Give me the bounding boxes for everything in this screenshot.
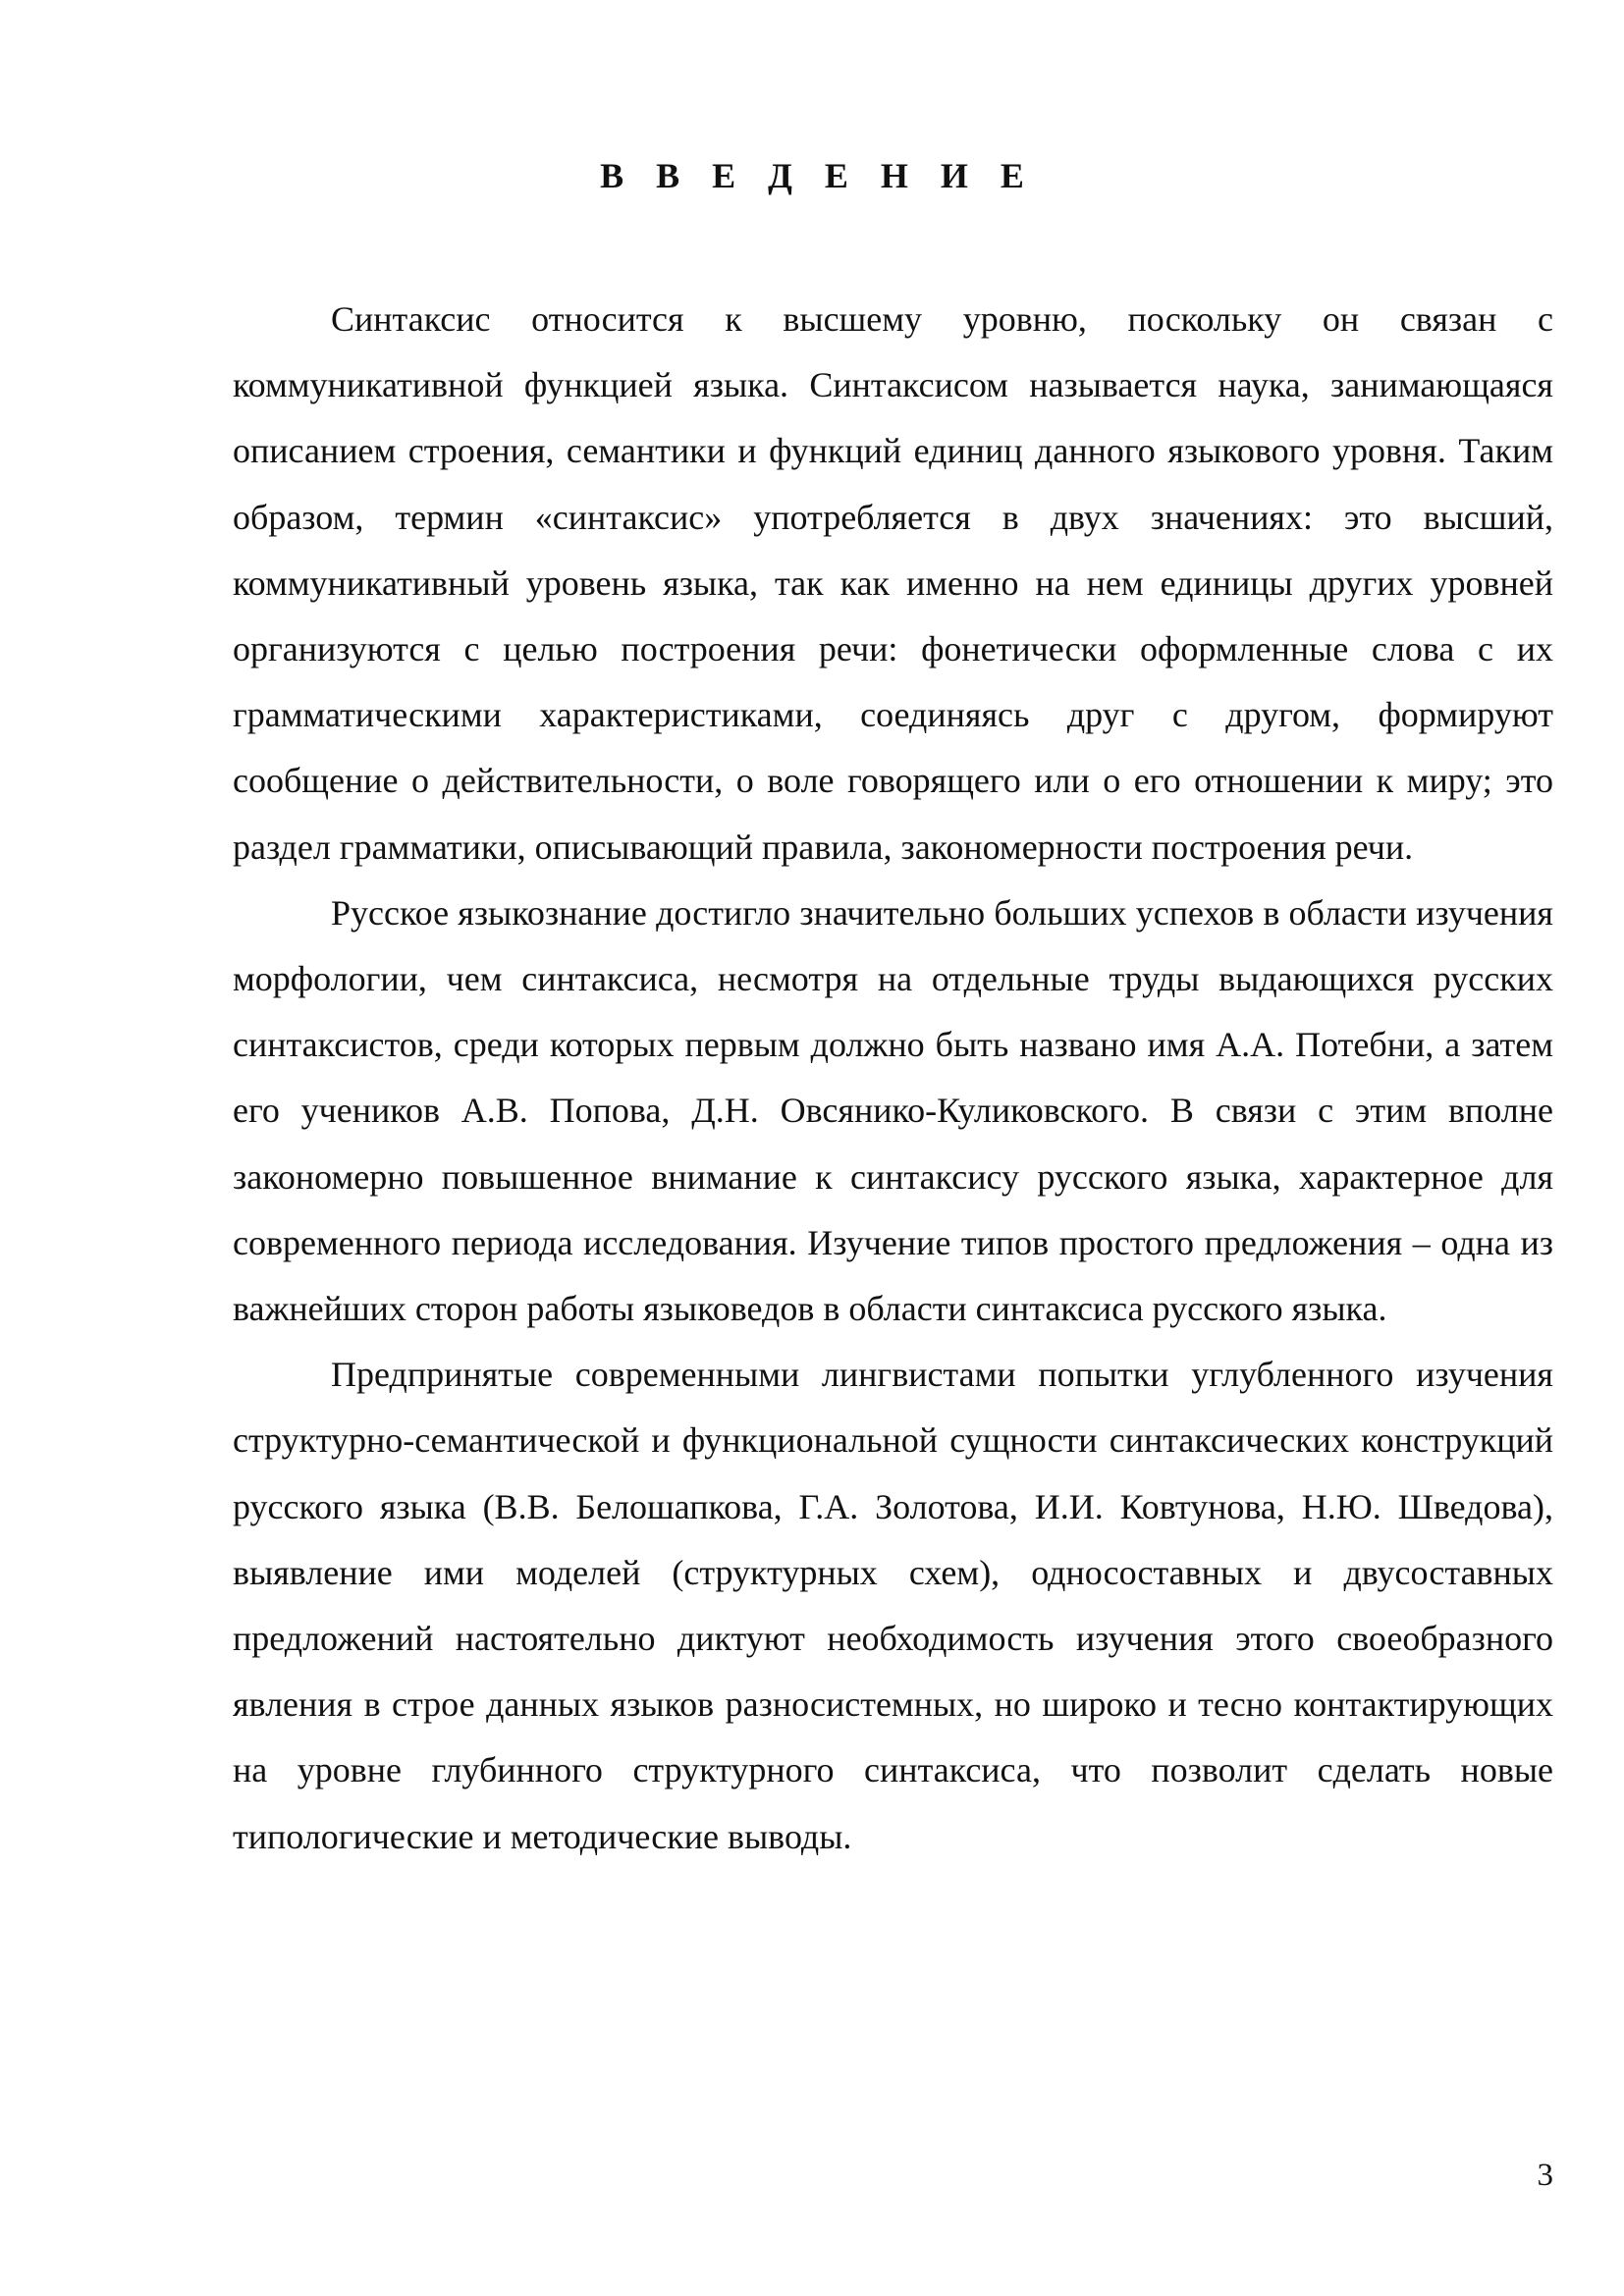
- paragraph-1: Синтаксис относится к высшему уровню, поскольку он связан с коммуникативной функцией языка. Синтаксисом называется наука, занимающаяся описанием строения, семантики и функций единиц данного языкового уровня. Таким образом, термин «синтаксис» употребляется в двух значениях: это высший, коммуникативный уровень языка, так как именно на нем единицы других уровней организуются с целью построения речи: фонетически оформленные слова с их грамматическими характеристиками, соединяясь друг с другом, формируют сообщение о действительности, о воле говорящего или о его отношении к миру; это раздел грамматики, описывающий правила, закономерности построения речи.: [233, 299, 1553, 867]
- paragraph-2: Русское языкознание достигло значительно больших успехов в области изучения морфологии, чем синтаксиса, несмотря на отдельные труды выдающихся русских синтаксистов, среди которых первым должно быть названо имя А.А. Потебни, а затем его учеников А.В. Попова, Д.Н. Овсянико-Куликовского. В связи с этим вполне закономерно повышенное внимание к синтаксису русского языка, характерное для современного периода исследования. Изучение типов простого предложения – одна из важнейших сторон работы языковедов в области синтаксиса русского языка.: [233, 892, 1553, 1329]
- paragraph-3: Предпринятые современными лингвистами попытки углубленного изучения структурно-семантической и функциональной сущности синтаксических конструкций русского языка (В.В. Белошапкова, Г.А. Золотова, И.И. Ковтунова, Н.Ю. Шведова), выявление ими моделей (структурных схем), односоставных и двусоставных предложений настоятельно диктуют необходимость изучения этого своеобразного явления в строе данных языков разносистемных, но широко и тесно контактирующих на уровне глубинного структурного синтаксиса, что позволит сделать новые типологические и методические выводы.: [233, 1355, 1553, 1856]
- body-text: [233, 287, 1553, 1870]
- page-title: В В Е Д Е Н И Е: [600, 156, 1036, 195]
- page-number: 3: [1537, 2158, 1553, 2193]
